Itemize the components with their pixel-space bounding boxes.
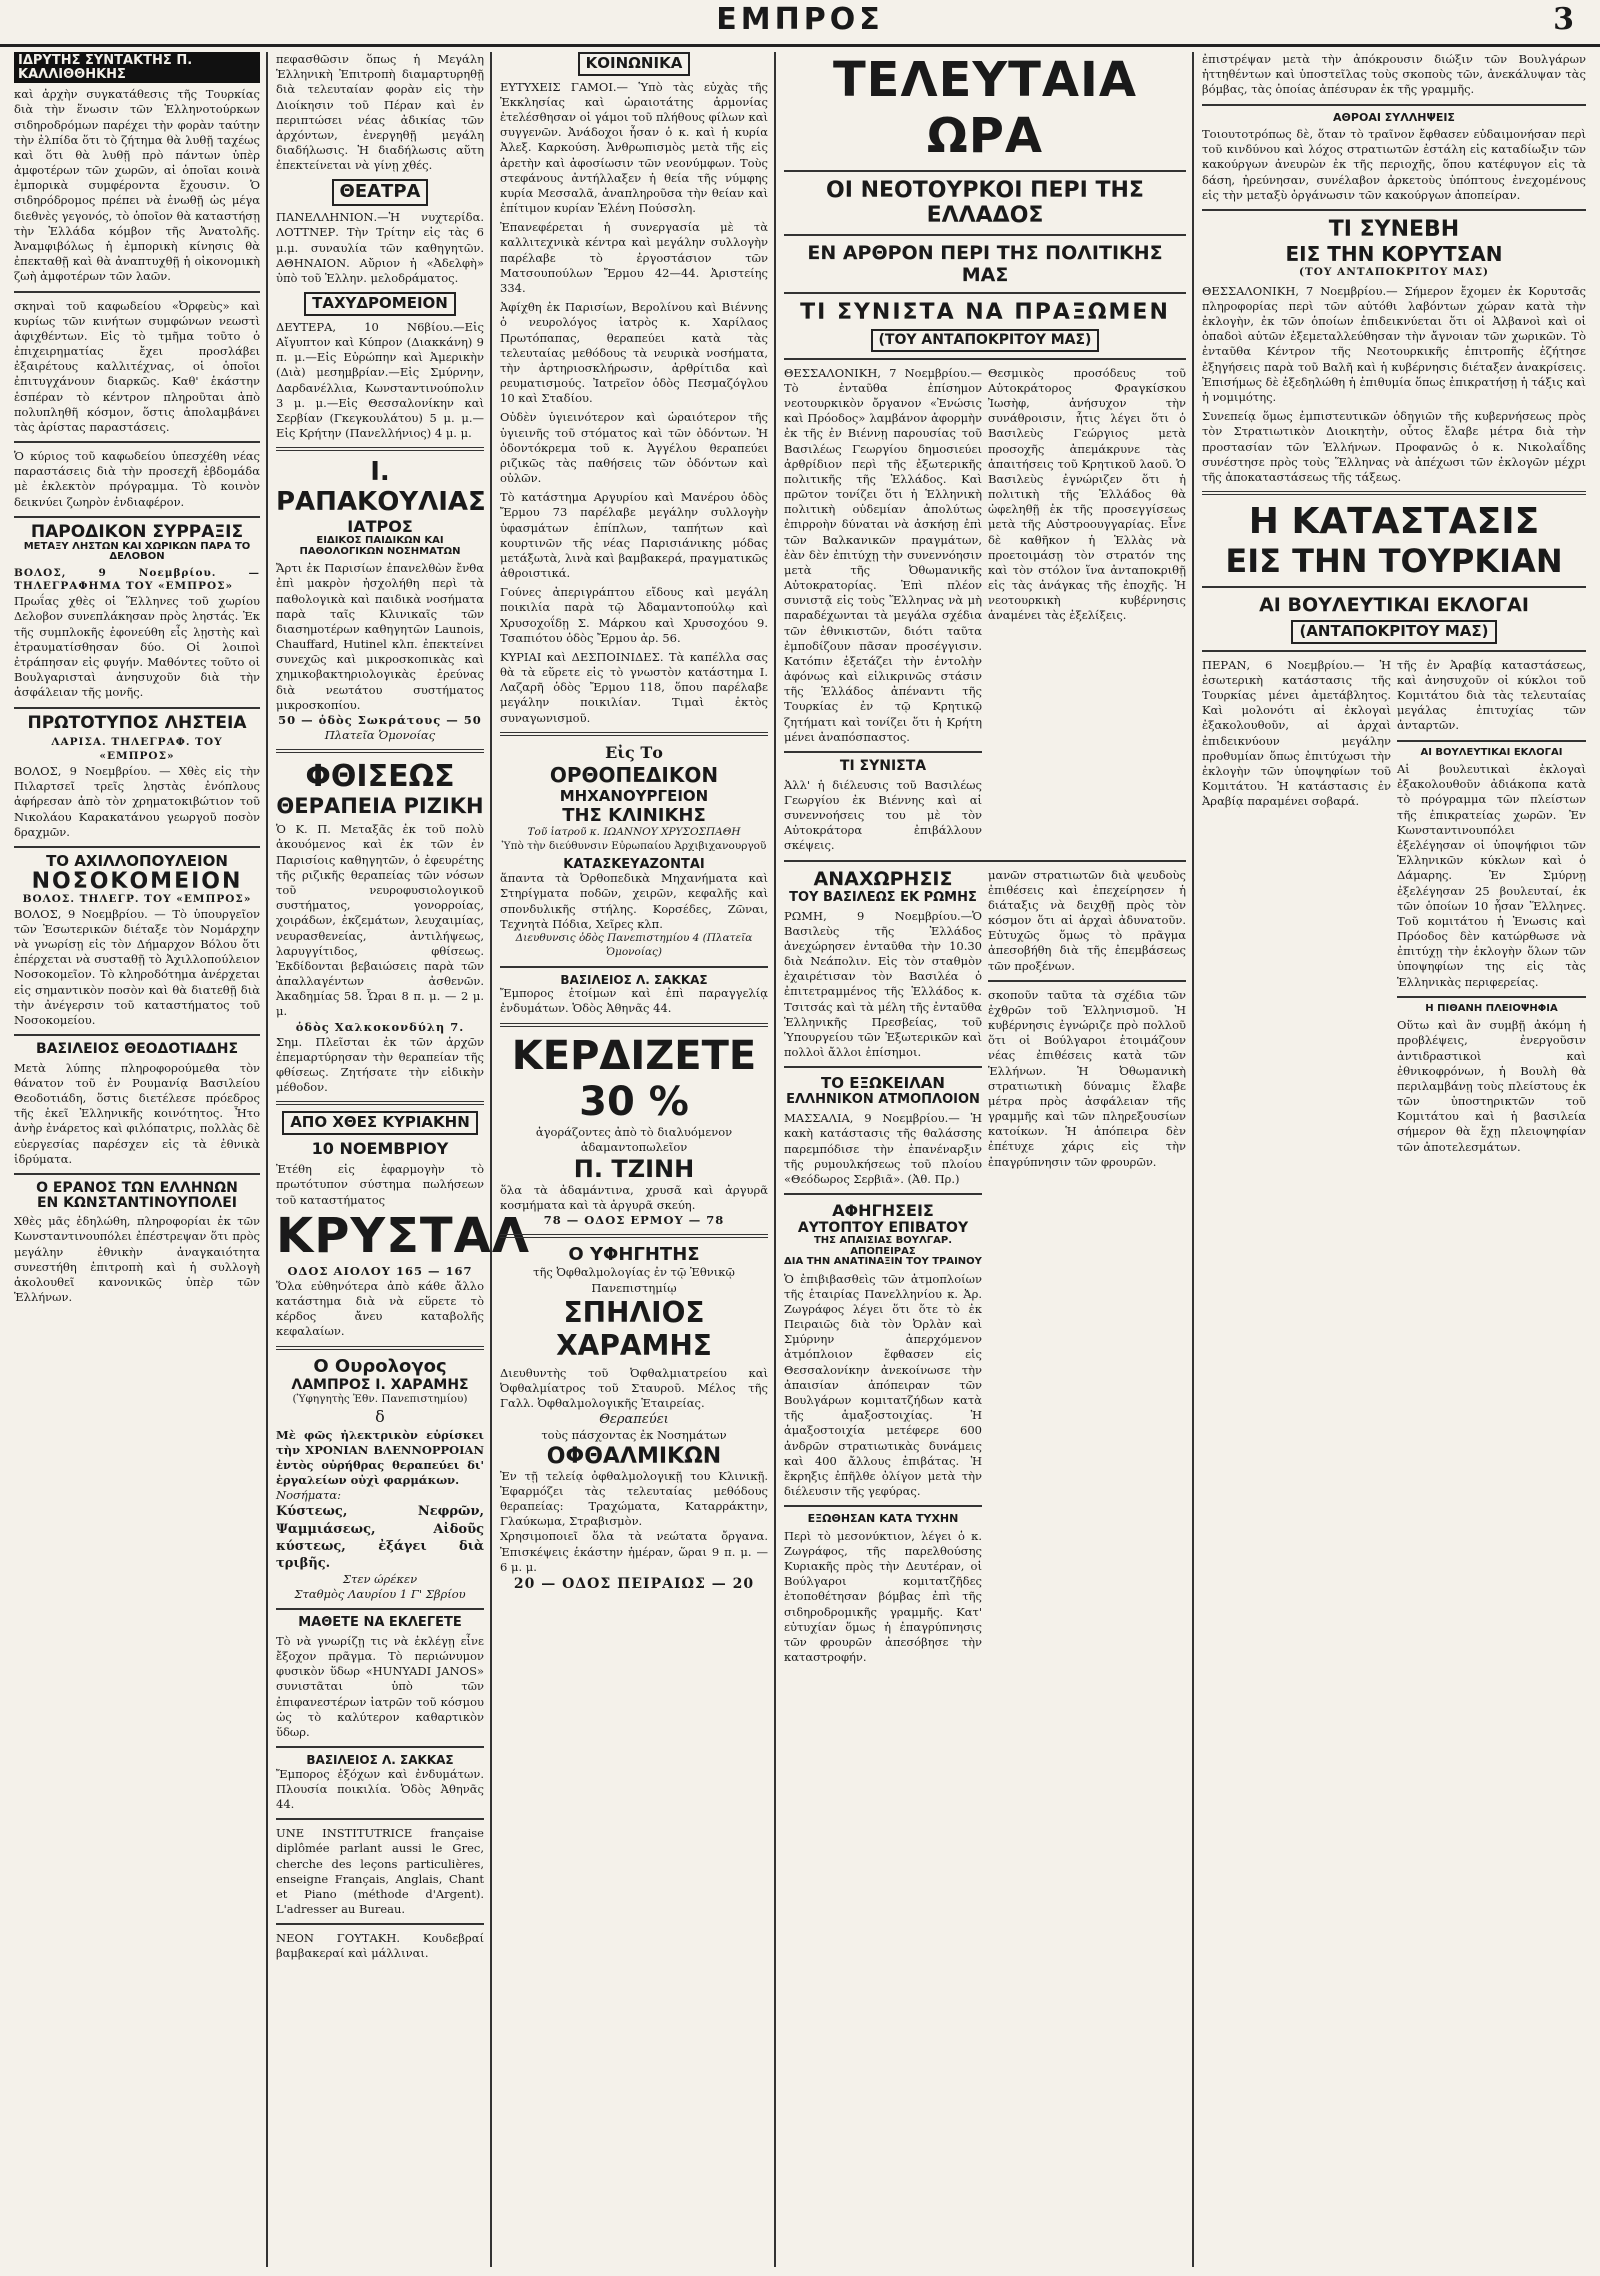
- post-schedule: ΔΕΥΤΕΡΑ, 10 Ν6βίου.—Εἰς Αἴγυπτον καὶ Κύπρον (Διακκάνη) 9 π. μ.—Εἰς Εὐρώπην καὶ Ἀμερικὴν (Διὰ) μεσημβρίαν.—Εἰς Σμύρνην, Δαρδανέλλια, Κωνσταντινούπολιν 3 μ. μ.—Εἰς Θεσσαλονίκην καὶ Σερβίαν (Γκεγκουλάτου) 5 μ. μ.—Εἰς Κρήτην (Πανελλήνιος) 4 μ. μ.: [276, 319, 484, 441]
- ad-name: ΒΑΣΙΛΕΙΟΣ Λ. ΣΑΚΚΑΣ: [306, 1753, 454, 1768]
- ad-text: UNE INSTITUTRICE française diplômée parlant aussi le Grec, cherche des leçons particulières, enseigne Français, Anglais, Chant et Piano (méthode d'Argent). L'adresser au Bureau.: [276, 1826, 484, 1917]
- column-5: [1196, 52, 1592, 2267]
- advertisement: [276, 1754, 484, 1812]
- article-text: σκηναὶ τοῦ καφωδείου «Ὀρφεὺς» καὶ κυρίως τῶν κινήτων συμφώνων νεωστὶ ἀφιχθέντων. Εἰς τὸ τμῆμα τοῦτο ὁ ἐπιχειρηματίας ἔχει προσλάβει ἐξαιρέτους καλλιτέχνας, οἱ ὁποῖοι ἐπιτυγχάνουν διαρκῶς. Καθ' ἑκάστην ἑσπέραν τὸ κέντρον πληροῦται ἀπὸ πολυπληθῆ κόσμον, ὅστις ἀπολαμβάνει τὰς ἀρίστας παραστάσεις.: [14, 298, 260, 434]
- article-text: Χθὲς μᾶς ἐδηλώθη, πληροφορίαι ἐκ τῶν Κωνσταντινουπόλει ἐπέστρεψαν ὅτι πρὸς μεγάλην ἐθνικὴν ἀναγκαιότητα συνεστήθη ἐπιτροπὴ καὶ ἡ συλλογὴ ἀκολουθεῖ κανονικῶς ὑπὲρ τῶν Ἑλλήνων.: [14, 1214, 260, 1305]
- ad-text: Ὁ Κ. Π. Μεταξᾶς ἐκ τοῦ πολὺ ἀκουόμενος καὶ ἐκ τῶν ἐν Παρισίοις καθηγητῶν, ὁ ἐφευρέτης τῆς ριζικῆς θεραπείας τῶν νόσων τοῦ νευροφυσιολογικοῦ συστήματος, γονορροίας, χοιράδων, ἐκζεμάτων, λευχαιμίας, νευρασθενείας, ἀντιλήψεως, λαρυγγίτιδος, φθίσεως. Ἐκδίδονται βεβαιώσεις παρὰ τῶν ἀπαλλαγέντων ἀσθενῶν. Ἀκαδημίας 58. Ὧραι 8 π. μ. — 2 μ. μ.: [276, 822, 484, 1019]
- ad-subtitle: (Ὑφηγητὴς Ἐθν. Πανεπιστημίου): [292, 1392, 468, 1405]
- ad-name: ΤΗΣ ΚΛΙΝΙΚΗΣ: [562, 804, 706, 826]
- article-subheading: ΔΙΑ ΤΗΝ ΑΝΑΤΙΝΑΞΙΝ ΤΟΥ ΤΡΑΙΝΟΥ: [784, 1256, 982, 1268]
- article-heading: ΤΟΥ ΒΑΣΙΛΕΩΣ ΕΚ ΡΩΜΗΣ: [789, 889, 977, 905]
- article-heading: ΑΦΗΓΗΣΕΙΣ: [832, 1201, 934, 1221]
- article-heading: ΝΟΣΟΚΟΜΕΙΟΝ: [31, 868, 243, 894]
- article-text: Τοιουτοτρόπως δὲ, ὅταν τὸ τραῖνον ἔφθασεν εὐδαιμονήσαν περὶ τοῦ κινδύνου καὶ λόχος στρατιωτῶν ἐστάλη εἰς καταδίωξιν τῶν κακούργων ἀνευρὼν ἐκ τῆς περιοχῆς, ὅπου κατέφυγον εἰς τὰ δάση, ἠρεύνησαν, συνέλαβον ἀρκετοὺς ὑπόπτους ἐνεχομένους εἰς τὴν μεταξὺ ὀργάνωσιν τῶν κακούργων ἀποπείραν.: [1202, 127, 1586, 202]
- ad-text: Σημ. Πλεῖσται ἐκ τῶν ἀρχῶν ἐπεμαρτύρησαν τὴν θεραπείαν τῆς φθίσεως. Ζητήσατε τὴν εἰδικὴν μέθοδον.: [276, 1034, 484, 1095]
- article-heading: ΕΝ ΚΩΝΣΤΑΝΤΙΝΟΥΠΟΛΕΙ: [36, 1194, 238, 1211]
- ad-address: Διευθυνσις ὁδὸς Πανεπιστημίου 4 (Πλατεῖα Ὁμονοίας): [515, 931, 753, 958]
- advertisement: [276, 1111, 530, 1339]
- ad-name: ΣΠΗΛΙΟΣ: [563, 1295, 705, 1329]
- ad-name: ΧΑΡΑΜΗΣ: [556, 1328, 712, 1362]
- ad-footer: ὁδὸς Χαλκοκονδύλη 7.: [295, 1019, 465, 1034]
- ad-text: Ἔμπορος ἐτοίμων καὶ ἐπὶ παραγγελίᾳ ἐνδυμάτων. Ὁδὸς Ἀθηνᾶς 44.: [500, 986, 768, 1016]
- ad-address: 50 — ὁδὸς Σωκράτους — 50: [278, 712, 482, 727]
- article-heading: ΠΑΡΟΔΙΚΟΝ ΣΥΡΡΑΞΙΣ: [30, 521, 244, 542]
- article-heading: ΕΛΛΗΝΙΚΟΝ ΑΤΜΟΠΛΟΙΟΝ: [786, 1092, 980, 1108]
- ad-banner: ΑΠΟ ΧΘΕΣ ΚΥΡΙΑΚΗΝ: [282, 1111, 478, 1135]
- ad-text: ἅπαντα τὰ Ὀρθοπεδικὰ Μηχανήματα καὶ Στηρίγματα ποδῶν, χειρῶν, κεφαλῆς καὶ σπονδυλικῆς στήλης. Κορσέδες, Ζῶναι, Τεχνητὰ Πόδια, Χεῖρες κλπ.: [500, 871, 768, 931]
- article-heading: ΑΥΤΟΠΤΟΥ ΕΠΙΒΑΤΟΥ: [797, 1220, 969, 1237]
- article-text: πεφασθῶσιν ὅπως ἡ Μεγάλη Ἑλληνικὴ Ἐπιτροπὴ διαμαρτυρηθῇ διὰ τελευταίαν φορὰν εἰς τὴν Διοίκησιν τοῦ Πέραν καὶ ἐν περιπτώσει νέας ἀδικίας τῶν ἀρχόντων, ἐνεργηθῇ μεγάλη διαδήλωσις. Ἡ διαδήλωσις αὕτη ἐπεκτείνεται νὰ γίνῃ χθές.: [276, 52, 484, 173]
- ad-text: Ὅλα εὐθηνότερα ἀπὸ κάθε ἄλλο κατάστημα διὰ νὰ εὕρετε τὸ κέρδος ἄνευ καταβολῆς κεφαλαίων.: [276, 1278, 484, 1339]
- ad-subtitle: ΜΗΧΑΝΟΥΡΓΕΙΟΝ: [559, 786, 709, 805]
- ad-text: Μὲ φῶς ἠλεκτρικὸν εὑρίσκει τὴν ΧΡΟΝΙΑΝ ΒΛΕΝΝΟΡΡΟΙΑΝ ἐντὸς οὐρήθρας θεραπεύει δι' ἐργαλείων οὐχὶ φαρμάκων.: [276, 1427, 484, 1488]
- ad-note: Ὑπὸ τὴν διεύθυνσιν Εὐρωπαίου Ἀρχιβιχανουργοῦ: [501, 839, 767, 852]
- article-text: ΜΑΣΣΑΛΙΑ, 9 Νοεμβρίου.— Ἡ κακὴ κατάστασις τῆς θαλάσσης παρεμπόδισε τὴν ἐπανέναρξιν τῆς ρυμουλκήσεως τοῦ πλοίου «Θεόδωρος Σερβιᾶ». (Ἀθ. Πρ.): [784, 1111, 982, 1186]
- byline: (ΑΝΤΑΠΟΚΡΙΤΟΥ ΜΑΣ): [1291, 620, 1496, 644]
- advertisement: [276, 759, 484, 1095]
- advertisement: [500, 1244, 768, 1593]
- article-text: τῆς ἐν Ἀραβίᾳ καταστάσεως, καὶ ἀνησυχοῦν οἱ κύκλοι τοῦ Κομιτάτου διὰ τὰς τελευταίας μεγάλας ἐπιτυχίας τῶν ἀνταρτῶν.: [1397, 657, 1586, 733]
- article-text: ἐπιστρέψαν μετὰ τὴν ἀπόκρουσιν διώξιν τῶν Βουλγάρων ἡττηθέντων καὶ ὑποστεῖλας τοὺς σκοποὺς τῶν, ἀνεκάλυψαν τὰς βόμβας, τὰς ὁποίας ἀπέσυραν ἐκ τῆς γραμμῆς.: [1202, 52, 1586, 97]
- column-heading: ΙΔΡΥΤΗΣ ΣΥΝΤΑΚΤΗΣ Π. ΚΑΛΛΙΘΘΗΚΗΣ: [14, 52, 260, 83]
- ad-big: ΟΦΘΑΛΜΙΚΩΝ: [546, 1443, 722, 1469]
- article-text: καὶ ἀρχὴν συγκατάθεσις τῆς Τουρκίας διὰ τὴν ἕνωσιν τῶν Ἑλληνοτούρκων σιδηροδρόμων παρέχει τὴν φορὰν ταύτην τὴν ἐλπίδα ὅτι τὸ ζήτημα θὰ λυθῇ ταχέως καὶ ὅτι θὰ λυθῇ πρὸ πάντων ὑπὲρ ἀμφοτέρων τῶν χωρῶν, αἱ ὁποῖαι κοινὰ ἐμπορικὰ συμφέροντα ἔχουσιν. Ὁ σιδηρόδρομος πρέπει νὰ ἑνωθῇ ὡς μέγα διεθνὲς γεγονός, τὸ ὁποῖον θὰ καταστήσῃ τὴν Ἑλλάδα κόμβον τῆς Ἀνατολῆς. Ἀναμφιβόλως ἡ ἐμπορικὴ κίνησις θὰ ἐπεκταθῇ καὶ θὰ ἀναπτυχθῇ ἡ οἰκονομικὴ ζωὴ ἀμφοτέρων τῶν λαῶν.: [14, 87, 260, 284]
- ad-director: Τοῦ ἰατροῦ κ. ΙΩΑΝΝΟΥ ΧΡΥΣΟΣΠΑΘΗ: [527, 825, 741, 838]
- article-text: Ἀλλ' ἡ διέλευσις τοῦ Βασιλέως Γεωργίου ἐκ Βιέννης καὶ αἱ συνεννοήσεις του μὲ τὸν Αὐτοκράτορα ἐπιβάλλουν σκέψεις.: [784, 777, 982, 853]
- column-3: [494, 52, 776, 2267]
- article-text: μανῶν στρατιωτῶν διὰ ψευδοὺς ἐπιθέσεις καὶ ἐπεχείρησεν ἡ διάταξις νὰ δειχθῇ πρὸς τὸν κόσμον ὅτι αἱ ἀρχαὶ ἀδυνατοῦν. Εὐτυχῶς ὅμως τὸ πρᾶγμα ἀπεσοβήθη διὰ τῆς ἐπεμβάσεως τῶν προξένων.: [988, 867, 1186, 973]
- advertisement: [276, 457, 484, 743]
- ad-text: ΝΕΟΝ ΓΟΥΤΑΚΗ. Κουδεβραί βαμβακεραί καὶ μάλλιναι.: [276, 1931, 484, 1961]
- article-text: ΚΥΡΙΑΙ καὶ ΔΕΣΠΟΙΝΙΔΕΣ. Τὰ καπέλλα σας θὰ τὰ εὕρετε εἰς τὸ γνωστὸν κατάστημα Ι. Λαζαρῆ ὁδὸς Ἔρμου 118, ὅπου παρέλαβε μεγάλην ποικιλίαν. Τιμαὶ ἐκτὸς συναγωνισμοῦ.: [500, 649, 768, 725]
- dateline: ΒΟΛΟΣ. ΤΗΛΕΓΡ. ΤΟΥ «ΕΜΠΡΟΣ»: [22, 892, 252, 905]
- article-heading: ΕΞΩΘΗΣΑΝ ΚΑΤΑ ΤΥΧΗΝ: [807, 1512, 959, 1526]
- article-text: ΕΥΤΥΧΕΙΣ ΓΑΜΟΙ.— Ὑπὸ τὰς εὐχὰς τῆς Ἐκκλησίας καὶ ὡραιοτάτης ἁρμονίας ἐτελέσθησαν οἱ γάμοι τοῦ πλήθους φίλων καὶ συγγενῶν. Ἀνάδοχοι ἦσαν ὁ κ. καὶ ἡ κυρία Ἀλεξ. Καρκούση. Ἀνθρωπισμὸς μετὰ τῆς εἰς ἀρετὴν καὶ ἀφοσίωσιν τῶν νεονύμφων. Τοὺς στεφάνους ἀντήλλαξεν ἡ θεία τῆς νύμφης κυρία Μεσσαλᾶ, ἀναπληροῦσα τὴν θείαν καὶ ἐπίτιμον κυρίαν Ἑλένη Πούσσλη.: [500, 79, 768, 216]
- ad-heading: Θεραπεύει: [599, 1412, 669, 1428]
- masthead: [0, 0, 1600, 47]
- article-body: [784, 868, 1186, 1666]
- ad-address: Σταθμὸς Λαυρίου 1 Γ' Σβρίου: [294, 1587, 466, 1602]
- article-text: Αἱ βουλευτικαὶ ἐκλογαὶ ἐξακολουθοῦν ἀδιάκοπα κατὰ τὸ πρόγραμμα τῶν πλείστων τῆς ἐπικρατείας χωρῶν. Ἐν Κωνσταντινουπόλει ἐξελέγησαν οἱ ὑποψήφιοι τῶν Ἑλληνικῶν κύκλων καὶ ὁ Δάμαρης. Ἐν Σμύρνῃ ἐξελέγησαν 25 βουλευταί, ἐκ τῶν ὁποίων 10 ἦσαν Ἕλληνες. Τοῦ κομιτάτου ἡ Ἑνωσις καὶ Πρόοδος δὲν κατώρθωσε νὰ ἐπιτύχῃ τὴν ἐκλογὴν ὅλων τῶν ὑποψηφίων της εἰς τὰς Ἑλληνικὰς περιφερείας.: [1397, 762, 1586, 989]
- article-text: Μετὰ λύπης πληροφορούμεθα τὸν θάνατον τοῦ ἐν Ρουμανίᾳ Βασιλείου Θεοδοτιάδη, ὅστις διετέλεσε πρόεδρος τῆς ἐκεῖ Ἑλληνικῆς κοινότητος. Ἦτο ἀνὴρ ἐνάρετος καὶ φιλόπατρις, πολλὰς δὲ εὐεργεσίας παρέσχεν εἰς τὰ ἐθνικὰ ἱδρύματα.: [14, 1060, 260, 1166]
- article-heading: ΑΝΑΧΩΡΗΣΙΣ: [813, 867, 953, 890]
- article-text: ΒΟΛΟΣ, 9 Νοεμβρίου. — Χθὲς εἰς τὴν Πιλαρτσεῖ τρεῖς ληστὰς ἐνόπλους ἀφήρεσαν ἀπὸ τὸν χρηματοκιβώτιον τοῦ Νικολάου Καρακατάνου γεωργοῦ ποσὸν δραχμῶν.: [14, 764, 260, 839]
- article-heading: Ο ΕΡΑΝΟΣ ΤΩΝ ΕΛΛΗΝΩΝ: [36, 1179, 238, 1196]
- ad-square: Πλατεῖα Ὁμονοίας: [324, 728, 436, 743]
- article-text: Ὁ ἐπιβιβασθεὶς τῶν ἀτμοπλοίων τῆς ἑταιρίας Πανελληνίου κ. Ἀρ. Ζωγράφος λέγει ὅτι ὅτε τὸ ἐκ Πειραιῶς διὰ τὸν Ὀρλὰν καὶ Σμύρνην ἀπερχόμενον ἀτμόπλοιον ἔφθασεν εἰς Θεσσαλονίκην ἀνεκοίνωσε τὴν ἀπαισίαν ἀπόπειραν τῶν Βουλγάρων κομιτατζήδων κατὰ τῆς ἁμαξοστοιχίας. Ἡ ἁμαξοστοιχία μετέφερε 600 ἀνδρῶν στρατιωτικὰς δυνάμεις καὶ 400 ἄλλους ἐπιβάτας. Ἡ ἔκρηξις ἐπῆλθε ὀλίγον μετὰ τὴν διέλευσιν τῆς γεφύρας.: [784, 1271, 982, 1499]
- article-text: ΠΕΡΑΝ, 6 Νοεμβρίου.— Ἡ ἐσωτερικὴ κατάστασις τῆς Τουρκίας μένει ἀμετάβλητος. Καὶ μολονότι αἱ ἐκλογαὶ ἐξακολουθοῦν, αἱ ἀρχαὶ ἐπιδεικνύουν μεγάλην προθυμίαν ὅπως ἐπιτύχωσι τὴν ἐκλογὴν τῶν ὑποψηφίων τοῦ Κομιτάτου. Ἡ κατάστασις ἐν Ἀραβίᾳ παραμένει σοβαρά.: [1202, 657, 1391, 809]
- ad-pre: Εἰς Το: [605, 742, 663, 762]
- ad-hours: Στεν ώρέκεν: [342, 1571, 418, 1586]
- ad-text: Χρησιμοποιεῖ ὅλα τὰ νεώτατα ὄργανα. Ἐπισκέψεις ἑκάστην ἡμέραν, ὥραι 9 π. μ. — 6 μ. μ.: [500, 1529, 768, 1574]
- article-heading: ΤΟ ΑΧΙΛΛΟΠΟΥΛΕΙΟΝ: [46, 851, 228, 870]
- article-text: ΘΕΣΣΑΛΟΝΙΚΗ, 7 Νοεμβρίου.— Σήμερον ἔχομεν ἐκ Κορυτσᾶς πληροφορίας περὶ τῶν αὐτόθι λαβόντων χώραν κατὰ τὴν ἐκλογὴν, ἐκ τῶν ὁποίων ἐπιδεικνύεται ὅτι οἱ Ἀλβανοὶ καὶ οἱ ὀπαδοὶ αὐτῶν ἐξεμεταλλεύθησαν τὴν ἄγνοιαν τῶν χωρικῶν. Τὸ ἐνταῦθα Κέντρον τῆς Νεοτουρκικῆς ἐπιτροπῆς ἐζήτησε ἐξηγήσεις παρὰ τοῦ Βαλῆ καὶ ἡ κυβέρνησις διέταξεν ἀνακρίσεις. Ἐπισήμως δὲ ἐξεδηλώθη ἡ ἐπιθυμία ὅπως ἐπικρατήσῃ ἡ τάξις καὶ ἡ νομιμότης.: [1202, 283, 1586, 404]
- dateline: ΛΑΡΙΣΑ. ΤΗΛΕΓΡΑΦ. ΤΟΥ «ΕΜΠΡΟΣ»: [51, 736, 223, 763]
- ad-text: ὅλα τὰ ἀδαμάντινα, χρυσᾶ καὶ ἀργυρᾶ κοσμήματα καὶ τὰ ἀργυρᾶ σκεύη.: [500, 1182, 768, 1213]
- article-subheading: ΤΗΣ ΑΠΑΙΣΙΑΣ ΒΟΥΛΓΑΡ. ΑΠΟΠΕΙΡΑΣ: [813, 1235, 953, 1257]
- ad-address: 20 — ΟΔΟΣ ΠΕΙΡΑΙΩΣ — 20: [513, 1575, 755, 1592]
- headline-sub: ΕΝ ΑΡΘΡΟΝ ΠΕΡΙ ΤΗΣ ΠΟΛΙΤΙΚΗΣ ΜΑΣ: [807, 242, 1163, 286]
- headline-main: Η ΚΑΤΑΣΤΑΣΙΣ: [1248, 501, 1540, 543]
- article-subheading: ΜΕΤΑΞΥ ΛΗΣΤΩΝ ΚΑΙ ΧΩΡΙΚΩΝ ΠΑΡΑ ΤΟ ΔΕΛΟΒΟΝ: [23, 540, 251, 563]
- article-heading: ΤΙ ΣΥΝΕΒΗ: [1328, 216, 1460, 242]
- ad-name: ΛΑΜΠΡΟΣ Ι. ΧΑΡΑΜΗΣ: [291, 1376, 469, 1393]
- article-text: Περὶ τὸ μεσονύκτιον, λέγει ὁ κ. Ζωγράφος, τῆς παρελθούσης Κυριακῆς πρὸς τὴν Δευτέραν, οἱ Βούλγαροι κομιτατζῆδες ἐτοποθέτησαν βόμβας ἐπὶ τῆς σιδηροδρομικῆς γραμμῆς. Κατ' εὐτυχίαν ὅμως ἡ ἐπαγρύπνησις τῶν φρουρῶν ἀπεσόβησε τὴν καταστροφήν.: [784, 1528, 982, 1665]
- ad-percent: 30 %: [579, 1078, 689, 1125]
- article-heading: ΕΙΣ ΤΗΝ ΚΟΡΥΤΣΑΝ: [1285, 241, 1503, 266]
- ad-name: Π. ΤΖΙΝΗ: [573, 1154, 695, 1183]
- article-text: ΘΕΣΣΑΛΟΝΙΚΗ, 7 Νοεμβρίου.— Τὸ ἐνταῦθα ἐπίσημον νεοτουρκικὸν ὄργανον «Ἐνώσις καὶ Πρόοδος» λαμβάνον ἀφορμὴν ἐκ τῆς ἐν Βιέννῃ παρουσίας τοῦ Βασιλέως Γεωργίου δημοσιεύει ἀρθρίδιον περὶ τῆς ἐξωτερικῆς πολιτικῆς τῆς Ἑλλάδος. Καὶ πρῶτον τονίζει ὅτι ἡ Ἑλληνικὴ πολιτικὴ οὐδεμίαν ἀπολύτως ἐπιρροὴν δύναται νὰ ἀσκήσῃ ἐπὶ τῶν Βαλκανικῶν πραγμάτων, ἐὰν δὲν ἐπιτύχῃ τὴν συνεννόησιν μετὰ τῆς Ὀθωμανικῆς Αὐτοκρατορίας. Ἐπὶ πλέον συνιστᾷ εἰς τοὺς Ἕλληνας νὰ μὴ παραδέχωνται τὰ μεγάλα σχέδια τῶν ἐθνικιστῶν, διότι ταῦτα ἐμποδίζουν πᾶσαν προσέγγισιν. Κατόπιν ἐξετάζει τὴν ἐντολὴν ἀφόνως καὶ εἰλικρινῶς στάσιν τῆς Ἑλλάδος ἀπέναντι τῆς Τουρκίας ἐν τῷ Κρητικῷ ζητήματι καὶ τονίζει ὅτι ἡ Κρήτη μένει ἀναπόσπαστος.: [784, 365, 982, 744]
- headline-sub: ΑΙ ΒΟΥΛΕΥΤΙΚΑΙ ΕΚΛΟΓΑΙ: [1259, 594, 1529, 617]
- article-heading: ΤΙ ΣΥΝΙΣΤΑ: [839, 757, 927, 774]
- article-text: Γούνες ἀπεριγράπτου εἴδους καὶ μεγάλη ποικιλία παρὰ τῷ Ἀδαμαντοπούλῳ καὶ Χρυσοχοΐδῃ Σ. Μάρκου καὶ Χρυσοχόου 9. Τσαπιότου ὁδὸς Ἔρμου ἀρ. 56.: [500, 585, 768, 645]
- column-1: [8, 52, 268, 2267]
- ad-label: Ο Ουρολογος: [313, 1355, 447, 1377]
- advertisement: [500, 1033, 768, 1229]
- section-heading-post: ΤΑΧΥΔΡΟΜΕΙΟΝ: [304, 292, 456, 316]
- article-text: Οὕτω καὶ ἂν συμβῇ ἀκόμη ἡ προβλέψεις, ἐνεργοῦσιν ἀντιδραστικοὶ καὶ ἐθνικοφρόνων, ἡ Βουλὴ θὰ περιλαμβάνῃ τοὺς πλείστους ἐκ τῶν ὑποστηρικτῶν τοῦ Κομιτάτου καὶ ἡ βασιλεία σήμερον θὰ ἔχῃ πλειοψηφίαν τῶν ἀποτελεσμάτων.: [1397, 1018, 1586, 1154]
- theatra-listing: ΠΑΝΕΛΛΗΝΙΟΝ.—Ἡ νυχτερίδα. ΛΟΤΤΝΕΡ. Τὴν Τρίτην εἰς τὰς 6 μ.μ. συναυλία τῶν καθηγητῶν. ΑΘΗΝΑΙΟΝ. Αὔριον ἡ «Ἀδελφὴ» ὑπὸ τοῦ Ἑλλην. μελοδράματος.: [276, 210, 484, 285]
- ad-text: ἀγοράζοντες ἀπὸ τὸ διαλυόμενον ἀδαμαντοπωλεῖον: [535, 1124, 733, 1154]
- article-text: Θεσμικὸς προσόδευς τοῦ Αὐτοκράτορος Φραγκίσκου Ἰωσὴφ, ἀνήσυχον τὴν συνάθροισιν, ἧτις λέγει ὅτι ὁ Βασιλεὺς Γεώργιος μετὰ προσοχῆς ἀπεμάκρυνε τὰς ἀπαιτήσεις τοῦ Κρητικοῦ λαοῦ. Ὁ Βασιλεὺς ἐγνώριζεν ὅτι ἡ πολιτικὴ τῆς Ἑλλάδος θὰ ὠφεληθῇ ἐκ τῆς προσεγγίσεως μετὰ τῆς Αὐστροουγγαρίας. Εἶνε δὲ καθῆκον ἡ Ἑλλὰς νὰ προετοιμάσῃ τὸν στρατόν της καὶ τὸν στόλον ἵνα ἀνταποκριθῇ εἰς τὰς ἀνάγκας τῆς ἐποχῆς. Ἡ νεοτουρκικὴ κυβέρνησις ἀναμένει τὰς ἐξελίξεις.: [988, 365, 1186, 623]
- ad-text: Διευθυντὴς τοῦ Ὀφθαλμιατρείου καὶ Ὀφθαλμίατρος τοῦ Σταυροῦ. Μέλος τῆς Γαλλ. Ὀφθαλμολογικῆς Ἑταιρείας.: [500, 1365, 768, 1411]
- ad-title: ΜΑΘΕΤΕ ΝΑ ΕΚΛΕΓΕΤΕ: [298, 1615, 462, 1631]
- ad-text: τοὺς πάσχοντας ἐκ Νοσημάτων: [541, 1428, 727, 1443]
- headline-main: ΤΕΛΕΥΤΑΙΑ ΩΡΑ: [832, 52, 1138, 164]
- ad-ornament: δ: [375, 1407, 385, 1427]
- ad-text: Ἔμπορος ἐξόχων καὶ ἐνδυμάτων. Πλουσία ποικιλία. Ὁδὸς Ἀθηνᾶς 44.: [276, 1766, 484, 1812]
- article-text: Τὸ κατάστημα Αργυρίου καὶ Μανέρου ὁδὸς Ἔρμου 73 παρέλαβε μεγάλην συλλογὴν ὑφασμάτων ἐπίπλων, ταπήτων καὶ κουρτινῶν τῆς νέας Παρισιάνικης μόδας μετάξωτὰ, λινὰ καὶ βαμβακερά, πραγματικῶς ἀθροιστικά.: [500, 490, 768, 581]
- article-text: Οὐδὲν ὑγιεινότερον καὶ ὡραιότερον τῆς ὑγιεινῆς τοῦ στόματος καὶ τῶν ὀδόντων. Ἡ ὀδοντόκρεμα τοῦ κ. Ἀγγέλου θεραπεύει ριζικῶς τὰς παθήσεις τῶν ὀδόντων καὶ οὐλῶν.: [500, 410, 768, 486]
- article-text: Ἐπανεφέρεται ἡ συνεργασία μὲ τὰ καλλιτεχνικὰ κέντρα καὶ μεγάλην συλλογὴν παρέλαβε τὸ ἐργοστάσιον τῶν Ματσουπούλων Ἔρμου 42—44. Ἀριστείης 334.: [500, 220, 768, 295]
- article-text: Πρωΐας χθὲς οἱ Ἕλληνες τοῦ χωρίου Δελοβον συνεπλάκησαν πρὸς ληστάς. Ἐκ τῆς συμπλοκῆς ἐφονεύθη εἷς λῃστὴς καὶ ἐτραυματίσθησαν δύο. Οἱ λοιποὶ ἐτράπησαν εἰς φυγήν. Μαθόντες τοῦτο οἱ Βουλγαρισταὶ ἀνησυχοῦν διὰ τὴν ἀσφάλειαν τῆς μονῆς.: [14, 594, 260, 700]
- ad-text: Ἐτέθη εἰς ἐφαρμογὴν τὸ πρωτότυπον σύστημα πωλήσεων τοῦ καταστήματος: [276, 1162, 484, 1207]
- ad-big: ΚΕΡΔΙΖΕΤΕ: [511, 1032, 757, 1079]
- column-4: [778, 52, 1194, 2267]
- advertisement: [276, 1356, 484, 1603]
- newspaper-title: ΕΜΠΡΟΣ: [716, 2, 884, 37]
- headline-sub: ΟΙ ΝΕΟΤΟΥΡΚΟΙ ΠΕΡΙ ΤΗΣ ΕΛΛΑΔΟΣ: [826, 178, 1144, 228]
- ad-specialty: ΕΙΔΙΚΟΣ ΠΑΙΔΙΚΩΝ ΚΑΙ ΠΑΘΟΛΟΓΙΚΩΝ ΝΟΣΗΜΑΤΩΝ: [299, 535, 461, 557]
- dateline: ΒΟΛΟΣ, 9 Νοεμβρίου. — ΤΗΛΕΓΡΑΦΗΜΑ ΤΟΥ «ΕΜΠΡΟΣ»: [14, 566, 260, 593]
- ad-title: Ο ΥΦΗΓΗΤΗΣ: [568, 1244, 700, 1266]
- section-heading-koinonika: ΚΟΙΝΩΝΙΚΑ: [578, 52, 691, 76]
- ad-subtitle: ΘΕΡΑΠΕΙΑ ΡΙΖΙΚΗ: [276, 794, 484, 819]
- article-text: ΡΩΜΗ, 9 Νοεμβρίου.—Ὁ Βασιλεὺς τῆς Ἑλλάδος ἀνεχώρησεν ἐνταῦθα τὴν 10.30 διὰ Νεάπολιν. Εἰς τὸν σταθμὸν ἐχαιρέτισαν τὸν Βασιλέα ὁ ἐπιτετραμμένος τῆς Ἑλλάδος κ. Τσιτσάς καὶ τὰ μέλη τῆς ἐνταῦθα Ἑλληνικῆς Πρεσβείας, τοῦ Ὑπουργείου τῶν Ἐξωτερικῶν καὶ πολλοὶ ἄλλοι ἐπίσημοι.: [784, 908, 982, 1060]
- ad-title: ΟΡΘΟΠΕΔΙΚΟΝ: [549, 762, 719, 787]
- article-heading: ΒΑΣΙΛΕΙΟΣ ΘΕΟΔΟΤΙΑΔΗΣ: [35, 1041, 239, 1058]
- section-heading-theatra: ΘΕΑΤΡΑ: [332, 179, 429, 206]
- ad-address: 78 — ΟΔΟΣ ΕΡΜΟΥ — 78: [543, 1213, 725, 1228]
- article-text: Ὁ κύριος τοῦ καφωδείου ὑπεσχέθη νέας παραστάσεις διὰ τὴν προσεχῆ ἑβδομάδα μὲ ἐκλεκτὸν πρόγραμμα. Τὸ κοινὸν δεικνύει ζωηρὸν ἐνδιαφέρον.: [14, 449, 260, 509]
- ad-address: ΟΔΟΣ ΑΙΟΛΟΥ 165 — 167: [287, 1263, 473, 1278]
- ad-heading: ΚΑΤΑΣΚΕΥΑΖΟΝΤΑΙ: [563, 856, 705, 872]
- article-heading: Η ΠΙΘΑΝΗ ΠΛΕΙΟΨΗΦΙΑ: [1425, 1002, 1558, 1014]
- byline: (ΤΟΥ ΑΝΤΑΠΟΚΡΙΤΟΥ ΜΑΣ): [1298, 265, 1490, 278]
- ad-title: ΙΑΤΡΟΣ: [347, 517, 413, 537]
- article-heading: ΑΙ ΒΟΥΛΕΥΤΙΚΑΙ ΕΚΛΟΓΑΙ: [1420, 746, 1563, 758]
- ad-text: Ἐν τῇ τελείᾳ ὀφθαλμολογικῇ του Κλινικῇ. Ἐφαρμόζει τὰς τελευταίας μεθόδους θεραπείας: Τραχώματα, Καταρράκτην, Γλαύκωμα, Στραβισμὸν.: [500, 1468, 768, 1529]
- article-heading: ΠΡΩΤΟΤΥΠΟΣ ΛΗΣΤΕΙΑ: [27, 712, 247, 733]
- article-text: σκοποῦν ταῦτα τὰ σχέδια τῶν ἐχθρῶν τοῦ Ἑλληνισμοῦ. Ἡ κυβέρνησις ἐγνώριζε πρὸ πολλοῦ ὅτι οἱ Βούλγαροι ἑτοιμάζουν νέας ἐπιθέσεις κατὰ τῶν Ἑλλήνων. Ἡ Ὀθωμανικὴ στρατιωτικὴ δύναμις ἔλαβε μέτρα πρὸς ἀσφάλειαν τῆς γραμμῆς καὶ τῶν πληρεξουσίων κατοίκων. Ἡ ἀπόπειρα δὲν ἐπέτυχε χάρις εἰς τὴν ἐπαγρύπνησιν τῶν φρουρῶν.: [988, 987, 1186, 1169]
- column-2: [270, 52, 530, 2267]
- ad-text: Τὸ νὰ γνωρίζῃ τις νὰ ἐκλέγῃ εἶνε ἔξοχον πρᾶγμα. Τὸ περιώνυμον φυσικὸν ὕδωρ «HUNYADI JANOS» συνιστᾶται ὑπὸ τῶν ἐπιφανεστέρων ἰατρῶν τοῦ κόσμου ὡς τὸ καλύτερον καθαρτικὸν ὕδωρ.: [276, 1633, 484, 1739]
- advertisement: [500, 974, 768, 1017]
- ad-date: 10 ΝΟΕΜΒΡΙΟΥ: [311, 1139, 449, 1159]
- ad-name: Ι. ΡΑΠΑΚΟΥΛΙΑΣ: [276, 457, 486, 518]
- ad-text: Ἄρτι ἐκ Παρισίων ἐπανελθὼν ἔνθα ἐπὶ μακρὸν ἠσχολήθη περὶ τὰ παθολογικὰ καὶ παιδικὰ νοσήματα παρὰ ταῖς Κλινικαῖς τῶν διασημοτέρων καθηγητῶν Launois, Chauffard, Hutinel κλπ. ἐπεκτείνει συνεχῶς καὶ μικροσκοπικὰς καὶ χημικοβακτηριολογικὰς ἐρεύνας διὰ νεωτάτου συστήματος μικροσκοπίου.: [276, 561, 484, 712]
- advertisement: [276, 1616, 484, 1740]
- ad-brand: ΚΡΥΣΤΑΛ: [276, 1207, 530, 1264]
- headline-sub: ΤΙ ΣΥΝΙΣΤΑ ΝΑ ΠΡΑΞΩΜΕΝ: [800, 300, 1170, 325]
- article-heading: ΤΟ ΕΞΩΚΕΙΛΑΝ: [821, 1074, 945, 1093]
- advertisement: [500, 742, 768, 960]
- article-body: [784, 366, 1186, 854]
- page-number: 3: [1553, 2, 1574, 37]
- ad-name: ΒΑΣΙΛΕΙΟΣ Λ. ΣΑΚΚΑΣ: [560, 972, 708, 987]
- headline-main: ΕΙΣ ΤΗΝ ΤΟΥΡΚΙΑΝ: [1225, 542, 1563, 581]
- ad-subtitle: τῆς Ὀφθαλμολογίας ἐν τῷ Ἐθνικῷ Πανεπιστημίῳ: [533, 1265, 735, 1295]
- ad-list: Κύστεως, Νεφρῶν, Ψαμμιάσεως, Αἰδοῦς κύστεως, ἐξάγει διὰ τριβῆς.: [276, 1504, 484, 1571]
- article-text: ΒΟΛΟΣ, 9 Νοεμβρίου. — Τὸ ὑπουργεῖον τῶν Ἐσωτερικῶν διέταξε τὸν Νομάρχην νὰ γνωρίσῃ εἰς τὸν Δήμαρχον Βόλου ὅτι ἐπέρχεται νὰ συσταθῇ τὸ Ἀχιλλοπούλειον Νοσοκομεῖον. Τὸ κληροδότημα ἀνέρχεται εἰς σημαντικὸν ποσὸν καὶ θὰ διατεθῇ διὰ τὴν ἀνέγερσιν τοῦ καταστήματος τοῦ Νοσοκομείου.: [14, 906, 260, 1027]
- ad-title: ΦΘΙΣΕΩΣ: [305, 759, 455, 795]
- article-text: Συνεπείᾳ ὅμως ἐμπιστευτικῶν ὁδηγιῶν τῆς κυβερνήσεως πρὸς τὸν Στρατιωτικὸν Διοικητὴν, οὗτος ἔλαβε μέτρα διὰ τὴν προστασίαν τῶν Ἑλλήνων. Προφανῶς ὁ κ. Νικολαΐδης συνέστησε πρὸς τοὺς Ἕλληνας νὰ ἀπέχωσι τῶν ἐκλογῶν μέχρι τῆς ἀποκαταστάσεως τῆς τάξεως.: [1202, 409, 1586, 484]
- byline: (ΤΟΥ ΑΝΤΑΠΟΚΡΙΤΟΥ ΜΑΣ): [871, 329, 1100, 352]
- article-body: [1202, 658, 1586, 1155]
- article-text: Ἀφίχθη ἐκ Παρισίων, Βερολίνου καὶ Βιέννης ὁ νευρολόγος ἰατρὸς κ. Χαρίλαος Πρωτόπαπας, θεραπεύει κατὰ τὰς τελευταίας μεθόδους τὰ νευρικὰ νοσήματα, τὴν ἀρτηριοσκλήρωσιν, ἀρθρίτιδα καὶ ρευματισμούς. Ἰατρεῖον ὁδὸς Πεσμαζόγλου 10 καὶ Σταδίου.: [500, 300, 768, 406]
- article-heading: ΑΘΡΟΑΙ ΣΥΛΛΗΨΕΙΣ: [1333, 110, 1455, 124]
- ad-label: Νοσήματα:: [276, 1488, 341, 1503]
